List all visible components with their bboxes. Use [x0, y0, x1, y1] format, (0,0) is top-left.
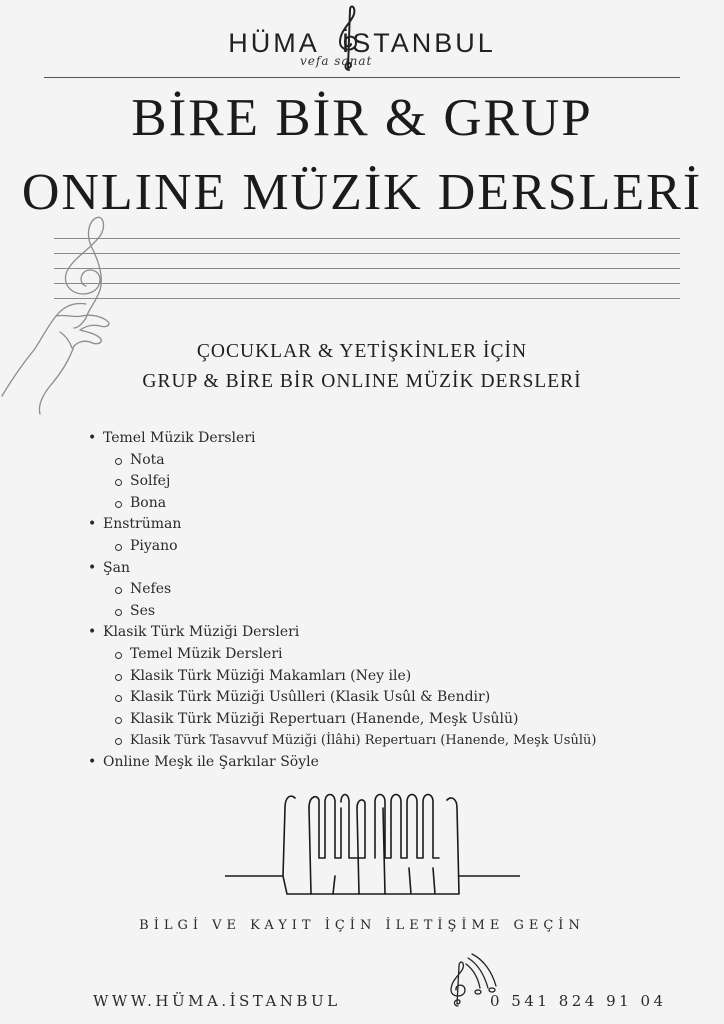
cta-text: BİLGİ VE KAYIT İÇİN İLETİŞİME GEÇİN — [139, 918, 585, 933]
headline-line-1: BİRE BİR & GRUP — [131, 89, 593, 147]
sub-list-item: Klasik Türk Müziği Repertuarı (Hanende, Meşk Usûlü) — [130, 709, 596, 731]
list-item-label: Enstrüman — [103, 516, 182, 533]
list-item-label: Online Meşk ile Şarkılar Söyle — [103, 753, 319, 770]
brand-tagline: vefa sanat — [300, 54, 373, 68]
subtitle-line-1: ÇOCUKLAR & YETİŞKİNLER İÇİN — [196, 341, 528, 362]
website-link[interactable]: WWW.HÜMA.İSTANBUL — [93, 992, 341, 1010]
list-item-label: Şan — [103, 559, 130, 576]
sub-list-item: Klasik Türk Müziği Usûlleri (Klasik Usûl & Bendir) — [130, 687, 596, 709]
piano-keys-illustration — [225, 788, 520, 900]
sub-list-item: Nota — [130, 450, 596, 472]
list-item-label: Klasik Türk Müziği Dersleri — [103, 624, 300, 641]
divider — [44, 77, 680, 78]
sub-list — [103, 450, 596, 515]
list-item — [103, 752, 596, 774]
sub-list-item: Temel Müzik Dersleri — [130, 644, 596, 666]
sub-list-item: Piyano — [130, 536, 596, 558]
staff-line — [54, 268, 680, 269]
staff-line — [54, 283, 680, 284]
phone-number[interactable]: 0 541 824 91 04 — [490, 992, 667, 1010]
sub-list-item: Klasik Türk Müziği Makamları (Ney ile) — [130, 666, 596, 688]
sub-list — [103, 579, 596, 622]
sub-list — [103, 644, 596, 752]
sub-list-item: Bona — [130, 493, 596, 515]
list-item — [103, 622, 596, 752]
sub-list-item: Solfej — [130, 471, 596, 493]
list-item — [103, 514, 596, 557]
sub-list — [103, 536, 596, 558]
staff-line — [54, 238, 680, 239]
list-item — [103, 558, 596, 623]
brand-right: İSTANBUL — [341, 28, 496, 58]
sub-list-item: Ses — [130, 601, 596, 623]
list-item-label: Temel Müzik Dersleri — [103, 430, 256, 446]
staff-line — [54, 253, 680, 254]
course-list — [103, 428, 596, 774]
sub-list-item: Nefes — [130, 579, 596, 601]
brand-left: HÜMA — [228, 28, 320, 58]
staff-line — [54, 298, 680, 299]
list-item — [103, 428, 596, 514]
sub-list-item: Klasik Türk Tasavvuf Müziği (İlâhi) Repertuarı (Hanende, Meşk Usûlü) — [130, 730, 596, 752]
headline-line-2: ONLINE MÜZİK DERSLERİ — [21, 164, 703, 221]
subtitle-line-2: GRUP & BİRE BİR ONLINE MÜZİK DERSLERİ — [142, 371, 582, 392]
